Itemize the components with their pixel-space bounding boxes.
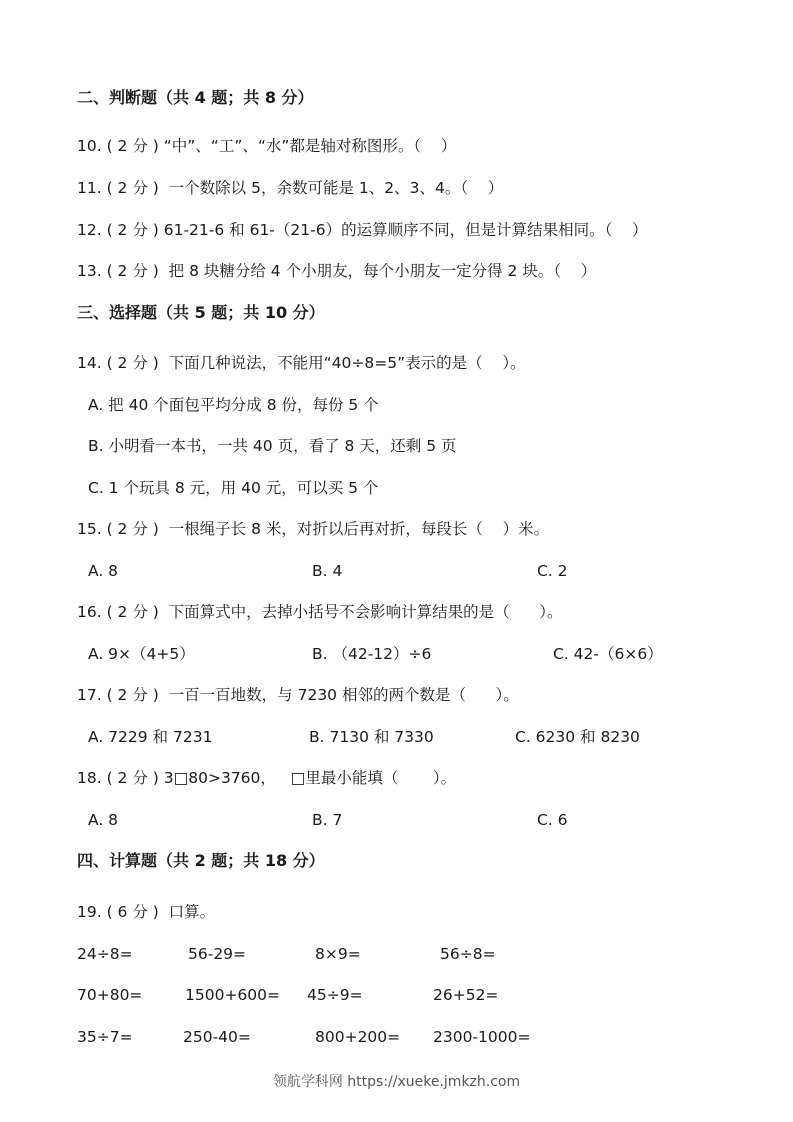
calc-item: 56-29= <box>188 945 247 963</box>
question-15: 15. ( 2 分 ) 一根绳子长 8 米，对折以后再对折，每段长（ ）米。 <box>77 520 550 538</box>
calc-item: 56÷8= <box>440 945 496 963</box>
question-17-option-b: B. 7130 和 7330 <box>309 728 434 746</box>
question-14-option-b: B. 小明看一本书，一共 40 页，看了 8 天，还剩 5 页 <box>88 437 457 455</box>
section-heading-calculation: 四、计算题（共 2 题；共 18 分） <box>77 851 325 870</box>
question-15-option-c: C. 2 <box>537 562 568 580</box>
calc-item: 800+200= <box>315 1028 401 1046</box>
calc-item: 2300-1000= <box>433 1028 531 1046</box>
question-19: 19. ( 6 分 ) 口算。 <box>77 903 216 921</box>
calc-item: 26+52= <box>433 986 499 1004</box>
question-17: 17. ( 2 分 ) 一百一百地数，与 7230 相邻的两个数是（ ）。 <box>77 686 519 704</box>
calc-item: 8×9= <box>315 945 361 963</box>
question-14: 14. ( 2 分 ) 下面几种说法，不能用“40÷8=5”表示的是（ ）。 <box>77 354 526 372</box>
question-18-option-b: B. 7 <box>312 811 343 829</box>
calc-item: 24÷8= <box>77 945 133 963</box>
question-15-option-b: B. 4 <box>312 562 343 580</box>
question-16-option-a: A. 9×（4+5） <box>88 645 195 663</box>
question-18: 18. ( 2 分 ) 3□80>3760， □里最小能填（ ）。 <box>77 769 457 787</box>
question-13: 13. ( 2 分 ) 把 8 块糖分给 4 个小朋友，每个小朋友一定分得 2 块。（ ） <box>77 262 597 280</box>
question-14-option-c: C. 1 个玩具 8 元，用 40 元，可以买 5 个 <box>88 479 379 497</box>
question-16-option-c: C. 42-（6×6） <box>553 645 663 663</box>
footer-watermark[interactable]: 领航学科网 https://xueke.jmkzh.com <box>272 1074 521 1090</box>
question-16-option-b: B. （42-12）÷6 <box>312 645 432 663</box>
question-11: 11. ( 2 分 ) 一个数除以 5，余数可能是 1、2、3、4。（ ） <box>77 179 504 197</box>
question-12: 12. ( 2 分 ) 61-21-6 和 61-（21-6）的运算顺序不同，但是计算结果相同。（ ） <box>77 221 648 239</box>
question-14-option-a: A. 把 40 个面包平均分成 8 份，每份 5 个 <box>88 396 379 414</box>
calc-item: 45÷9= <box>307 986 363 1004</box>
section-heading-judgement: 二、判断题（共 4 题；共 8 分） <box>77 88 314 107</box>
question-17-option-c: C. 6230 和 8230 <box>515 728 640 746</box>
calc-item: 250-40= <box>183 1028 251 1046</box>
question-10: 10. ( 2 分 ) “中”、“工”、“水”都是轴对称图形。（ ） <box>77 137 457 155</box>
question-16: 16. ( 2 分 ) 下面算式中，去掉小括号不会影响计算结果的是（ ）。 <box>77 603 563 621</box>
calc-item: 1500+600= <box>185 986 281 1004</box>
question-18-option-c: C. 6 <box>537 811 568 829</box>
question-18-option-a: A. 8 <box>88 811 119 829</box>
section-heading-choice: 三、选择题（共 5 题；共 10 分） <box>77 303 325 322</box>
question-17-option-a: A. 7229 和 7231 <box>88 728 213 746</box>
calc-item: 70+80= <box>77 986 143 1004</box>
calc-item: 35÷7= <box>77 1028 133 1046</box>
question-15-option-a: A. 8 <box>88 562 119 580</box>
